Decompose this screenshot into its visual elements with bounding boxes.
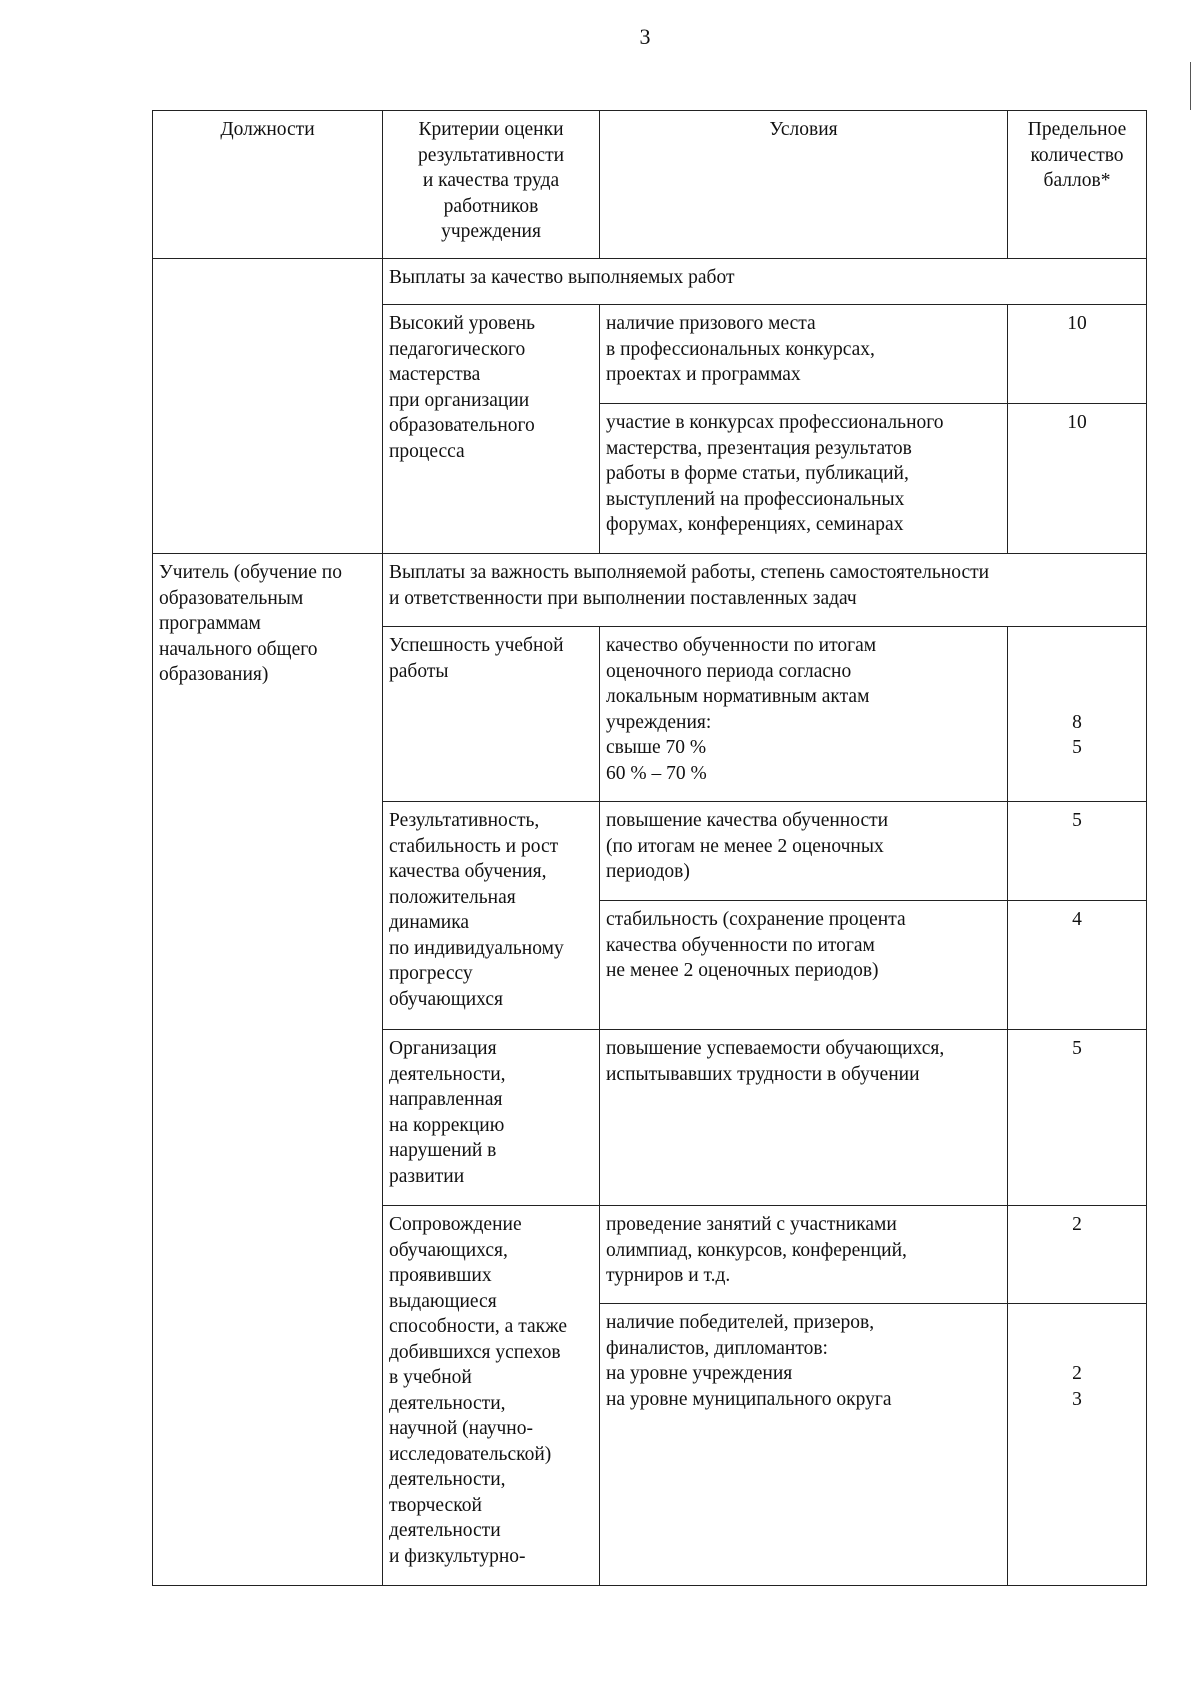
- condition-cell: качество обученности по итогам оценочного периода согласно локальным нормативным актам учреждения: свыше 70 % 60 % – 70 %: [600, 627, 1008, 802]
- condition-cell: повышение успеваемости обучающихся, испытывавших трудности в обучении: [600, 1030, 1008, 1206]
- section-row-quality: [153, 259, 1147, 305]
- section-title-importance: Выплаты за важность выполняемой работы, степень самостоятельности и ответственности при выполнении поставленных задач: [383, 554, 1147, 627]
- criterion-support: Сопровождение обучающихся, проявивших выдающиеся способности, а также добившихся успехов в учебной деятельности, научной (научно- исследовательской) деятельности, творческой деятельности и физкультурно-: [383, 1206, 600, 1586]
- scan-edge-mark: [1190, 62, 1191, 110]
- points-cell: 2: [1008, 1206, 1147, 1304]
- condition-cell: наличие победителей, призеров, финалистов, дипломантов: на уровне учреждения на уровне муниципального округа: [600, 1304, 1008, 1586]
- points-cell: 10: [1008, 305, 1147, 404]
- condition-cell: проведение занятий с участниками олимпиад, конкурсов, конференций, турниров и т.д.: [600, 1206, 1008, 1304]
- points-cell: 8 5: [1008, 627, 1147, 802]
- position-cell-continued: [153, 259, 383, 554]
- header-position: Должности: [153, 111, 383, 259]
- condition-cell: наличие призового места в профессиональных конкурсах, проектах и программах: [600, 305, 1008, 404]
- section-row-importance: [153, 554, 1147, 627]
- section-title-quality: Выплаты за качество выполняемых работ: [383, 259, 1147, 305]
- condition-cell: стабильность (сохранение процента качества обученности по итогам не менее 2 оценочных периодов): [600, 901, 1008, 1030]
- criterion-results: Результативность, стабильность и рост качества обучения, положительная динамика по индивидуальному прогрессу обучающихся: [383, 802, 600, 1030]
- points-cell: 10: [1008, 404, 1147, 554]
- header-criteria: Критерии оценки результативности и качества труда работников учреждения: [383, 111, 600, 259]
- criterion-success: Успешность учебной работы: [383, 627, 600, 802]
- table-header-row: [153, 111, 1147, 259]
- condition-cell: участие в конкурсах профессионального мастерства, презентация результатов работы в форме статьи, публикаций, выступлений на профессиональных форумах, конференциях, семинарах: [600, 404, 1008, 554]
- page-number: 3: [639, 24, 651, 49]
- criterion-mastery: Высокий уровень педагогического мастерства при организации образовательного процесса: [383, 305, 600, 554]
- points-cell: 4: [1008, 901, 1147, 1030]
- header-points: Предельное количество баллов*: [1008, 111, 1147, 259]
- points-cell: 2 3: [1008, 1304, 1147, 1586]
- position-teacher: Учитель (обучение по образовательным программам начального общего образования): [153, 554, 383, 1586]
- points-cell: 5: [1008, 1030, 1147, 1206]
- points-cell: 5: [1008, 802, 1147, 901]
- condition-cell: повышение качества обученности (по итогам не менее 2 оценочных периодов): [600, 802, 1008, 901]
- header-conditions: Условия: [600, 111, 1008, 259]
- criterion-correction: Организация деятельности, направленная на коррекцию нарушений в развитии: [383, 1030, 600, 1206]
- criteria-table: [152, 110, 1147, 1586]
